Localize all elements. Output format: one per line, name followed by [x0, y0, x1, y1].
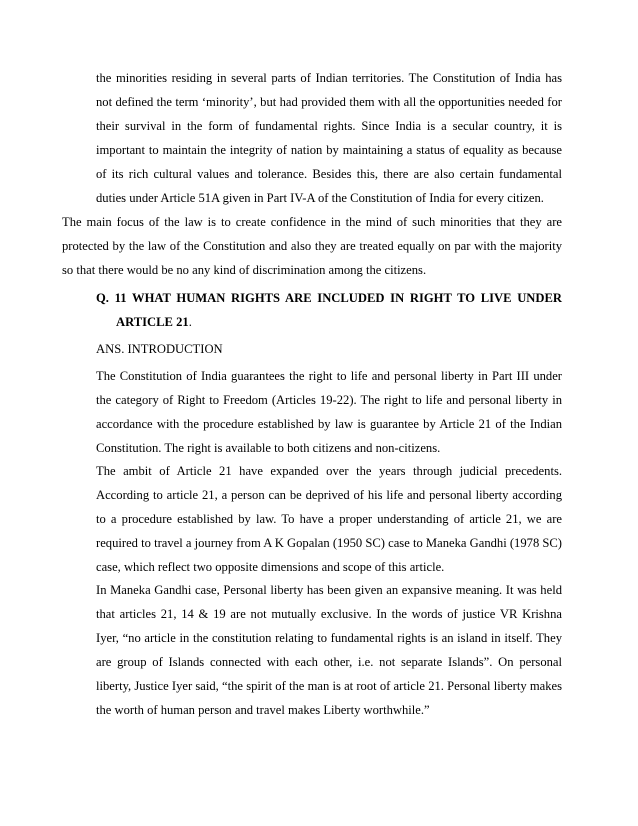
paragraph-minorities-context: the minorities residing in several parts of Indian territories. The Constitution of India has not defined the term ‘minority’, but had provided them with all the opportunities needed for their survival in the form of fundamental rights. Since India is a secular country, it is important to maintain the integrity of nation by maintaining a status of equality as because of its rich cultural values and tolerance. Besides this, there are also certain fundamental duties under Article 51A given in Part IV-A of the Constitution of India for every citizen. — [96, 71, 562, 205]
question-heading-period: . — [188, 315, 192, 329]
question-heading-line-2 — [96, 310, 562, 334]
paragraph-article-21-ambit: The ambit of Article 21 have expanded over the years through judicial precedents. According to article 21, a person can be deprived of his life and personal liberty according to a procedure established by law. To have a proper understanding of article 21, we are required to travel a journey from A K Gopalan (1950 SC) case to Maneka Gandhi (1978 SC) case, which reflect two opposite dimensions and scope of this article. — [96, 464, 562, 574]
paragraph-maneka-gandhi: In Maneka Gandhi case, Personal liberty has been given an expansive meaning. It was held that articles 21, 14 & 19 are not mutually exclusive. In the words of justice VR Krishna Iyer, “no article in the constitution relating to fundamental rights is an island in itself. They are group of Islands connected with each other, i.e. not separate Islands”. On personal liberty, Justice Iyer said, “the spirit of the man is at root of article 21. Personal liberty makes the worth of human person and travel makes Liberty worthwhile.” — [96, 583, 562, 717]
paragraph-constitution-guarantee: The Constitution of India guarantees the right to life and personal liberty in Part III under the category of Right to Freedom (Articles 19-22). The right to life and personal liberty in accordance with the procedure established by law is guarantee by Article 21 of the Indian Constitution. The right is available to both citizens and non-citizens. — [96, 369, 562, 455]
question-heading-article: ARTICLE 21 — [116, 315, 189, 329]
question-heading — [96, 286, 562, 334]
answer-introduction-label: ANS. INTRODUCTION — [96, 342, 223, 356]
question-heading-line-1: Q. 11 WHAT HUMAN RIGHTS ARE INCLUDED IN RIGHT TO LIVE UNDER — [96, 291, 562, 305]
paragraph-law-focus: The main focus of the law is to create confidence in the mind of such minorities that they are protected by the law of the Constitution and also they are treated equally on par with the majority so that there would be no any kind of discrimination among the citizens. — [62, 215, 562, 277]
